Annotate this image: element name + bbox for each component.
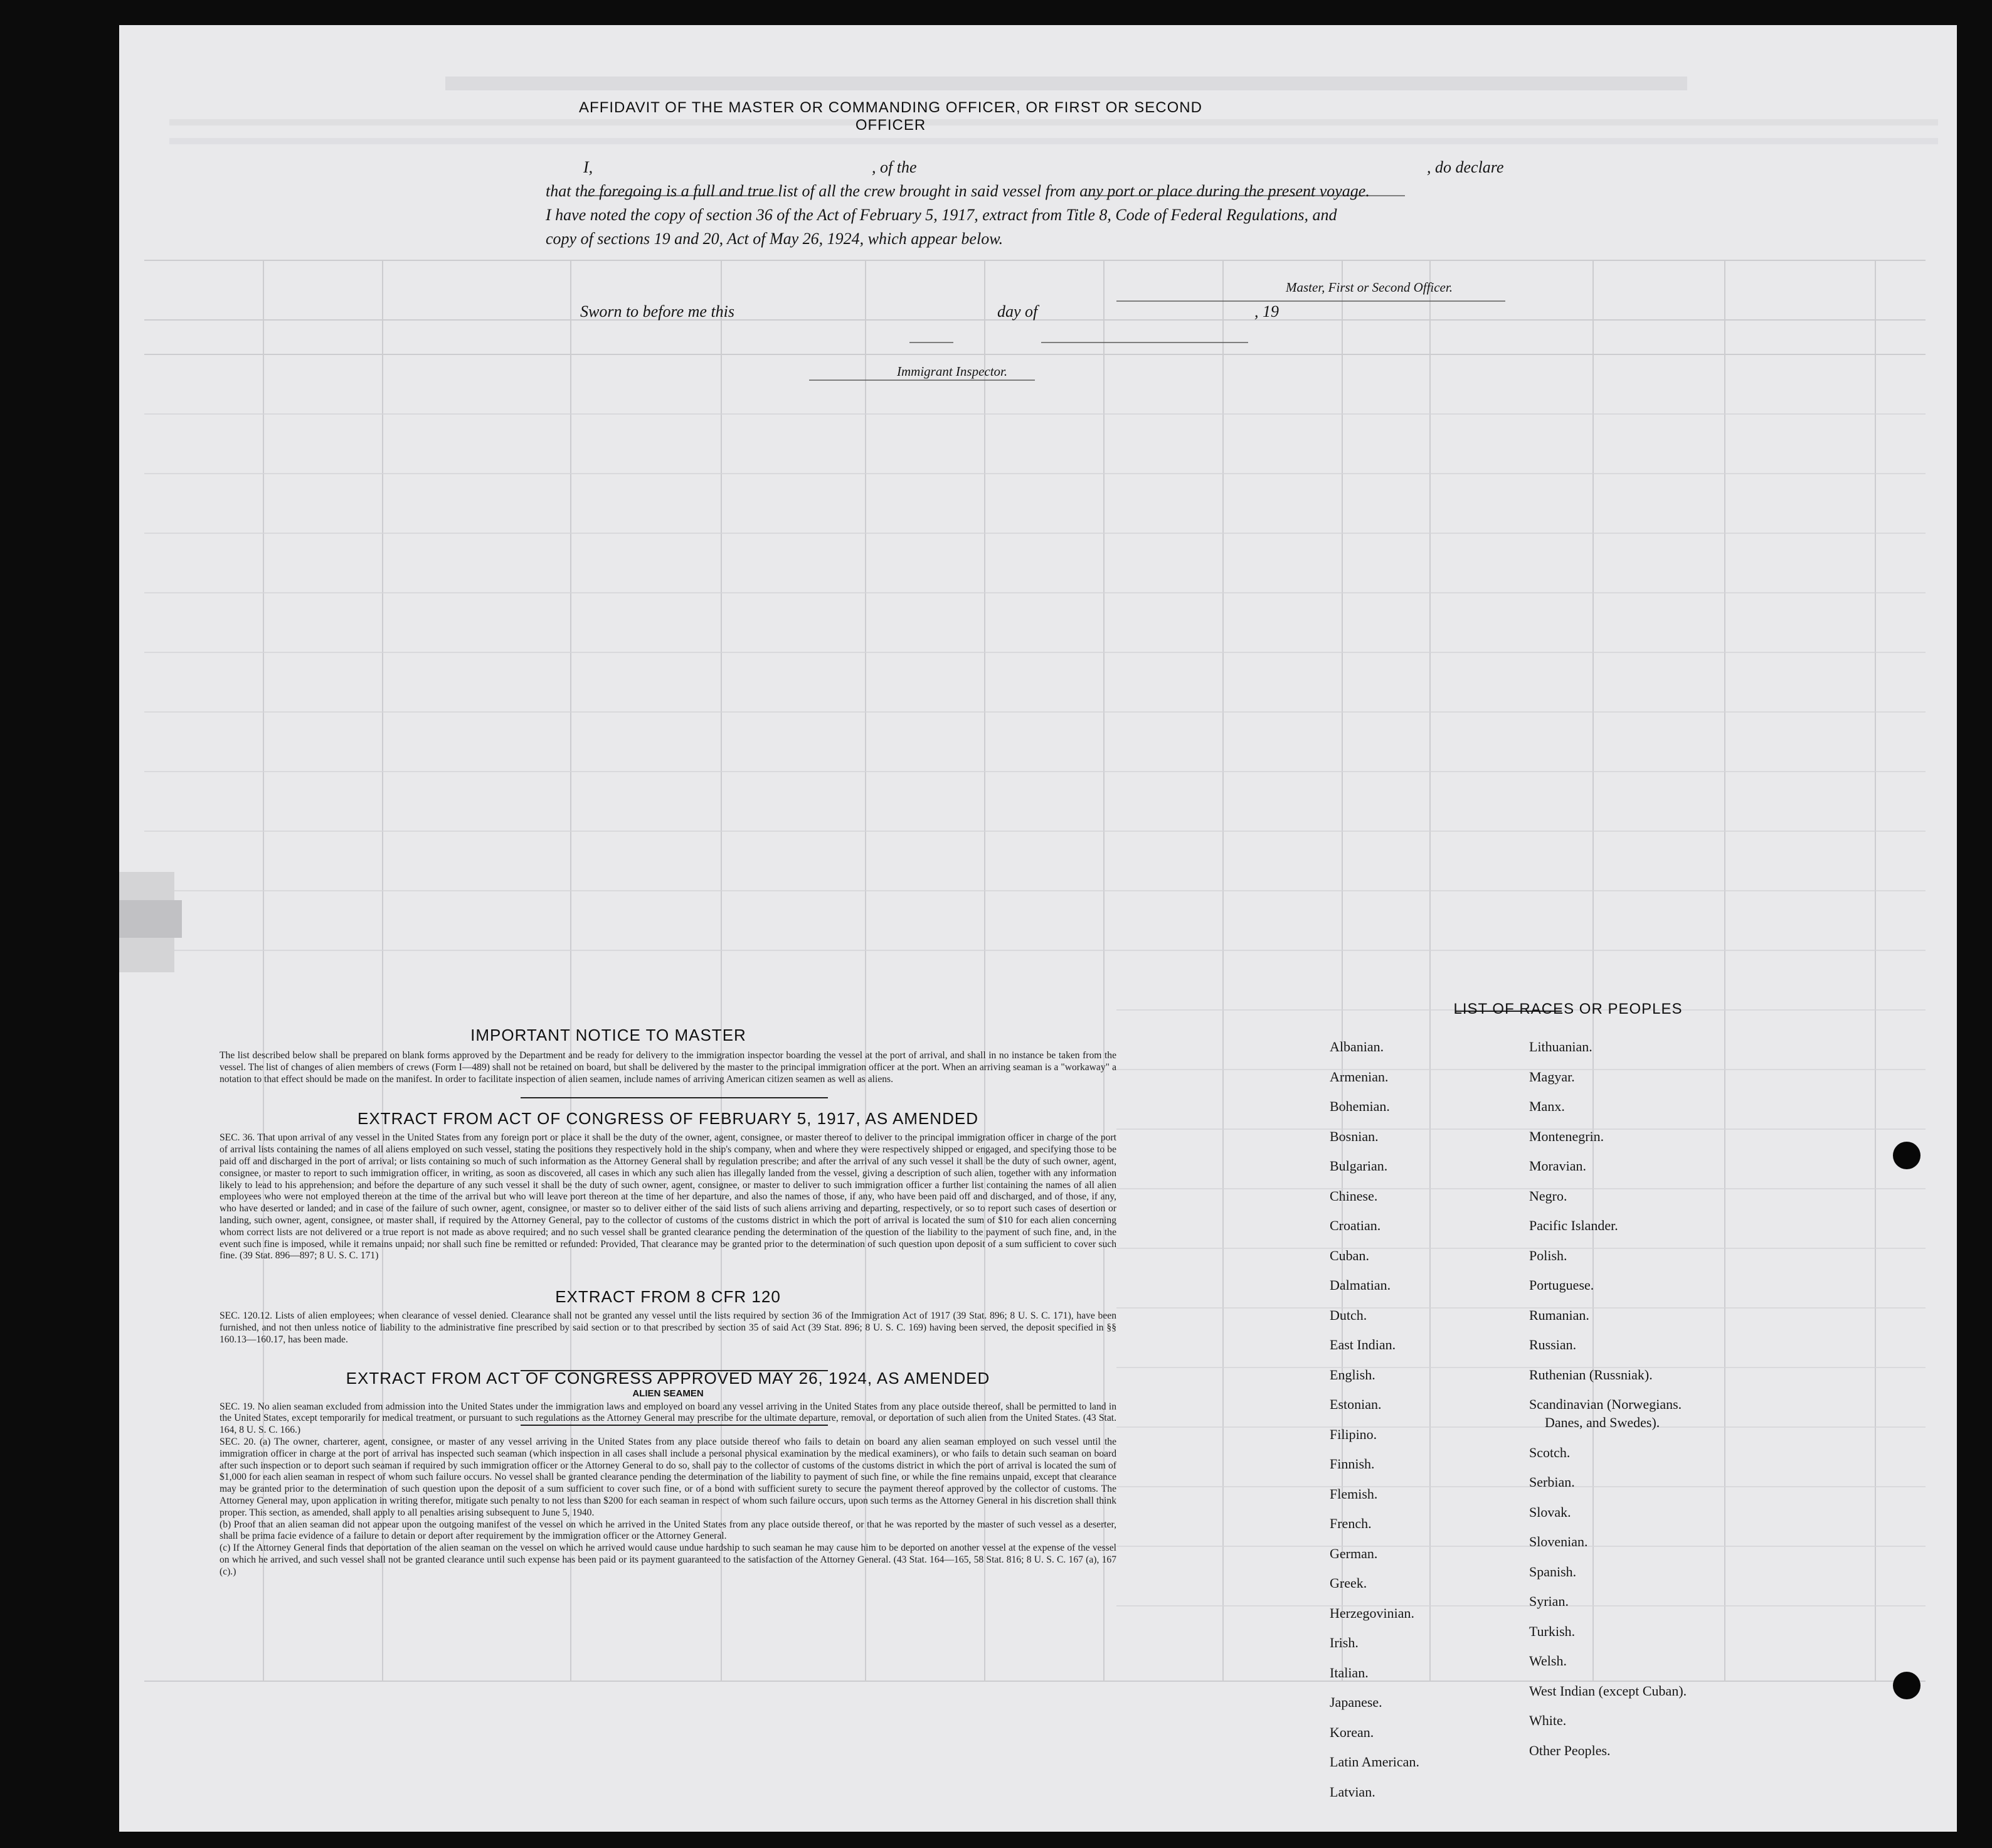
race-item: Chinese.: [1330, 1187, 1378, 1204]
race-item: Magyar.: [1529, 1068, 1575, 1085]
day-of-text: day of: [997, 302, 1038, 321]
affidavit-declare: , do declare: [1427, 158, 1504, 176]
extract-1917-title: EXTRACT FROM ACT OF CONGRESS OF FEBRUARY 5, 1917, AS AMENDED: [358, 1109, 978, 1128]
race-item: Herzegovinian.: [1330, 1605, 1414, 1621]
extract-cfr-title: EXTRACT FROM 8 CFR 120: [555, 1287, 781, 1307]
race-item: Syrian.: [1529, 1593, 1569, 1609]
race-item: Scandinavian (Norwegians.: [1529, 1396, 1682, 1412]
race-item: Dutch.: [1330, 1307, 1367, 1323]
race-item: Dalmatian.: [1330, 1277, 1391, 1293]
extract-cfr-text: SEC. 120.12. Lists of alien employees; when clearance of vessel denied. Clearance shall not be granted any vessel until the lists required by section 36 of the Immigration Act of 1917 (39 Stat. 896; 8 U. S. C. 171), have been furnished, and not then unless notice of liability to the administrative fine prescribed by said section or to that prescribed by section 35 of said Act (39 Stat. 896; 8 U. S. C. 169) having been served, the deposit specified in §§ 160.13—160.17, has been made.: [220, 1310, 1116, 1345]
race-item: Greek.: [1330, 1575, 1367, 1591]
race-item: Armenian.: [1330, 1068, 1389, 1085]
race-item: Montenegrin.: [1529, 1128, 1604, 1144]
race-item: Bosnian.: [1330, 1128, 1379, 1144]
race-item: Estonian.: [1330, 1396, 1382, 1412]
race-item: Turkish.: [1529, 1623, 1576, 1639]
extract-1924-sec20b: (b) Proof that an alien seaman did not appear upon the outgoing manifest of the vessel on which he arrived in the United States from any place outside thereof, or that he was reported by the master of such vessel as a deserter, shall be prima facie evidence of a failure to detain or deport after requirement by the immigration officer or the Attorney General.: [220, 1519, 1116, 1542]
sworn-text: Sworn to before me this: [580, 302, 735, 321]
race-item: Danes, and Swedes).: [1545, 1415, 1660, 1430]
race-item: White.: [1529, 1713, 1567, 1728]
extract-1924-title: EXTRACT FROM ACT OF CONGRESS APPROVED MAY 26, 1924, AS AMENDED: [346, 1368, 990, 1388]
race-item: Slovak.: [1529, 1504, 1571, 1520]
race-item: Pacific Islander.: [1529, 1218, 1618, 1233]
punch-hole: [1893, 1142, 1920, 1169]
race-item: Cuban.: [1330, 1247, 1369, 1263]
race-item: Other Peoples.: [1529, 1742, 1611, 1758]
race-item: Serbian.: [1529, 1474, 1575, 1490]
notice-title: IMPORTANT NOTICE TO MASTER: [470, 1026, 746, 1044]
signature-label: Master, First or Second Officer.: [1286, 280, 1453, 295]
race-item: Filipino.: [1330, 1426, 1377, 1442]
extract-1924-sec20c: (c) If the Attorney General finds that deportation of the alien seaman on the vessel on which he arrived would cause undue hardship to such seaman he may cause him to be deported on another vessel at the expense of the vessel on which he arrived, and such vessel shall not be granted clearance until such expense has been paid or its payment guaranteed to the satisfaction of the Attorney General. (43 Stat. 164—165, 58 Stat. 816; 8 U. S. C. 167 (a), 167 (c).): [220, 1543, 1116, 1577]
races-title: LIST OF RACES OR PEOPLES: [1453, 1001, 1683, 1017]
race-item: Negro.: [1529, 1187, 1567, 1204]
affidavit-of-the: , of the: [872, 158, 917, 176]
race-item: Bulgarian.: [1330, 1158, 1388, 1174]
race-item: Japanese.: [1330, 1694, 1382, 1710]
race-item: German.: [1330, 1545, 1378, 1561]
race-item: Latin American.: [1330, 1754, 1419, 1770]
race-item: Slovenian.: [1529, 1534, 1588, 1549]
race-item: Portuguese.: [1529, 1277, 1594, 1293]
race-item: Italian.: [1330, 1664, 1369, 1681]
race-item: Scotch.: [1529, 1444, 1571, 1460]
document-page: [119, 25, 1957, 1832]
race-item: Rumanian.: [1529, 1307, 1589, 1323]
race-item: English.: [1330, 1366, 1375, 1383]
notice-text: The list described below shall be prepared on blank forms approved by the Department and be ready for delivery to the immigration inspector boarding the vessel at the port of arrival, and shall in no instance be taken from the vessel. The list of changes of alien members of crews (Form I—489) shall not be retained on board, but shall be delivered by the master to the principal immigration officer at the port. When an arriving seaman is a "workaway" a notation to that effect should be made on the manifest. In order to facilitate inspection of alien seamen, include names of arriving American citizen seamen as well as aliens.: [220, 1050, 1116, 1085]
race-item: Albanian.: [1330, 1039, 1384, 1054]
extract-1924-sec19: SEC. 19. No alien seaman excluded from admission into the United States under the immigration laws and employed on board any vessel arriving in the United States from any place outside thereof, shall be permitted to land in the United States, except temporarily for medical treatment, or pursuant to such regulations as the Attorney General may prescribe for the ultimate departure, removal, or deportation of such alien from the United States. (43 Stat. 164, 8 U. S. C. 166.): [220, 1401, 1116, 1436]
race-item: Korean.: [1330, 1724, 1374, 1740]
extract-1917-text: SEC. 36. That upon arrival of any vessel in the United States from any foreign port or place it shall be the duty of the owner, agent, consignee, or master thereof to deliver to the principal immigration officer in charge of the port of arrival lists containing the names of all aliens employed on such vessel, stating the positions they respectively hold in the ship's company, when and where they were respectively shipped or engaged, and specifying those to be paid off and discharged in the port of arrival; or lists containing so much of such information as the Attorney General shall by regulation prescribe; and after the arrival of any such vessel it shall be the duty of such owner, agent, consignee, or master to report to such immigration officer, in writing, as soon as discovered, all cases in which any such alien has illegally landed from the vessel, giving a description of such alien, together with any information likely to lead to his apprehension; and before the departure of any such vessel it shall be the duty of such owner, agent, consignee, or master to deliver to such immigration officer a further list containing the names of all alien employees who were not employed thereon at the time of the arrival but who will leave port thereon at the time of her departure, and also the names of those, if any, who have been paid off and discharged, and of those, if any, who have deserted or landed; and in case of the failure of such owner, agent, consignee, or master so to deliver either of the said lists of such aliens arriving and departing, respectively, or so to report such cases of desertion or landing, such owner, agent, consignee, or master shall, if required by the Attorney General, pay to the collector of customs of the customs district in which the port of arrival is located the sum of $10 for each alien concerning whom correct lists are not delivered or a true report is not made as above required; and no such vessel shall be granted clearance pending the determination of the question of the liability to the payment of such fine, and, in the event such fine is imposed, while it remains unpaid; nor shall such fine be remitted or refunded: Provided, That clearance may be granted prior to the determination of such question upon deposit of a sum sufficient to cover such fine. (39 Stat. 896—897; 8 U. S. C. 171): [220, 1132, 1116, 1261]
affidavit-line-3: I have noted the copy of section 36 of the Act of February 5, 1917, extract from Title 8, Code of Federal Regulations, and: [546, 206, 1337, 224]
extract-1924-sec20a: SEC. 20. (a) The owner, charterer, agent, consignee, or master of any vessel arriving in the United States from any place outside thereof who fails to detain on board any alien seaman employed on such vessel until the immigration officer in charge at the port of arrival has inspected such seaman (which inspection in all cases shall include a personal physical examination by the medical examiners), or who fails to detain such seaman on board after such inspection or to deport such seaman if required by such immigration officer or the Attorney General to do so, shall pay to the collector of customs of the customs district in which the port of arrival is located the sum of $1,000 for each alien seaman in respect of whom such failure occurs. No vessel shall be granted clearance pending the determination of the liability to payment of such fine, or while the fine remains unpaid, except that clearance may be granted prior to the determination of such question upon the deposit of a sum sufficient to cover such fine, or of a bond with sufficient surety to secure the payment thereof approved by the collector of customs. The Attorney General may, upon application in writing therefor, mitigate such penalty to not less than $200 for each seaman in respect of whom such failure occurs, upon such terms as the Attorney General in his discretion shall think proper. This section, as amended, shall apply to all penalties arising subsequent to June 5, 1940.: [220, 1436, 1116, 1518]
affidavit-line-4: copy of sections 19 and 20, Act of May 26, 1924, which appear below.: [546, 230, 1004, 248]
affidavit-title: AFFIDAVIT OF THE MASTER OR COMMANDING OFFICER, OR FIRST OR SECOND OFFICER: [579, 99, 1202, 134]
affidavit-line-2: that the foregoing is a full and true list of all the crew brought in said vessel from any port or place during the present voyage.: [546, 182, 1370, 200]
race-item: Latvian.: [1330, 1783, 1375, 1800]
extract-1924-subtitle: ALIEN SEAMEN: [632, 1388, 704, 1399]
race-item: Welsh.: [1529, 1653, 1567, 1669]
race-item: Manx.: [1529, 1098, 1565, 1114]
year-text: , 19: [1254, 302, 1279, 321]
race-item: Bohemian.: [1330, 1098, 1390, 1114]
race-item: Finnish.: [1330, 1456, 1375, 1472]
race-item: Russian.: [1529, 1337, 1577, 1352]
race-item: Lithuanian.: [1529, 1039, 1592, 1054]
race-item: Irish.: [1330, 1635, 1359, 1650]
race-item: Ruthenian (Russniak).: [1529, 1366, 1653, 1383]
race-item: Moravian.: [1529, 1158, 1587, 1174]
inspector-label: Immigrant Inspector.: [897, 364, 1008, 379]
punch-hole: [1893, 1672, 1920, 1699]
race-item: French.: [1330, 1516, 1372, 1531]
race-item: Polish.: [1529, 1247, 1567, 1263]
affidavit-i: I,: [583, 158, 593, 176]
notice-block: [220, 1026, 1116, 1578]
race-item: West Indian (except Cuban).: [1529, 1682, 1687, 1699]
race-item: Croatian.: [1330, 1218, 1381, 1233]
race-item: Spanish.: [1529, 1563, 1577, 1580]
race-item: East Indian.: [1330, 1337, 1396, 1352]
race-item: Flemish.: [1330, 1485, 1378, 1502]
